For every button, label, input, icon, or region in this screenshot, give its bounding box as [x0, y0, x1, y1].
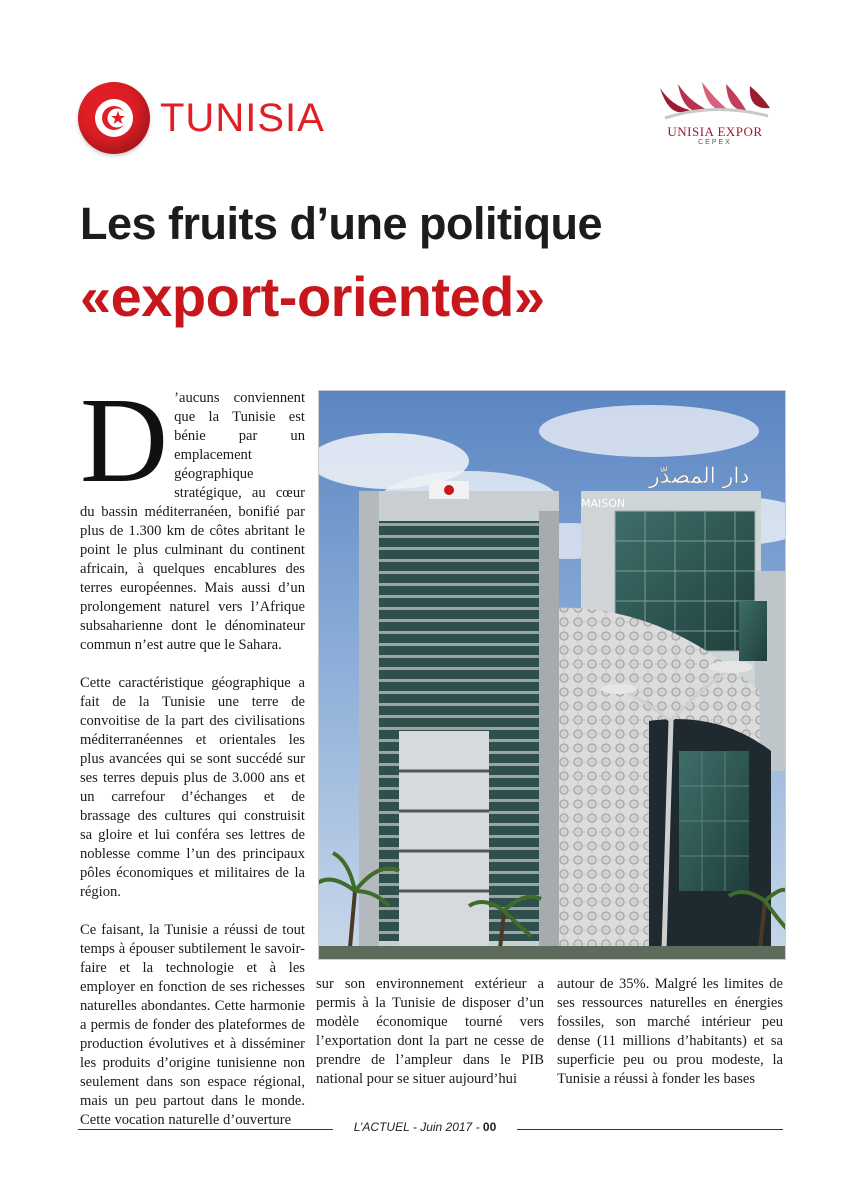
article-column-3: autour de 35%. Malgré les limites de ses ressources naturelles en énergies fossiles, son marché intérieur peu dense (11 millions d’habitants) et sa superficie peu ou prou modeste, la Tunisie a réussi à fonder les bases — [557, 976, 783, 1087]
building-photo — [318, 390, 786, 960]
footer-publication — [340, 1120, 510, 1134]
paragraph-1-text: ’aucuns conviennent que la Tunisie est bénie par un emplacement géographique stratégique, au cœur du bassin méditerranéen, bonifié par plus de 1.300 km de côtes abritant le point le plus culminant du continent africain, à quelques encablures des terres européennes. Mais aussi d’un prolongement naturel vers l’Afrique subsaharienne dont le dénominateur commun n’est autre que le Sahara. — [80, 390, 305, 653]
tunisia-flag-icon — [78, 82, 150, 154]
country-name: TUNISIA — [160, 95, 325, 140]
partner-logo-name: UNISIA EXPOR — [667, 124, 763, 139]
footer-divider-right — [517, 1129, 783, 1130]
article-column-1 — [80, 373, 305, 1149]
building-sign-latin: MAISON — [581, 497, 626, 510]
tunisia-export-logo — [645, 80, 785, 160]
article-title-line2: «export-oriented» — [80, 265, 545, 328]
partner-logo-sub: CEPEX — [698, 139, 732, 146]
paragraph-3: Ce faisant, la Tunisie a réussi de tout temps à épouser subtilement le savoir-faire et la technologie et à les employer en fonction de ses richesses naturelles abondantes. Cette harmonie a permis de fonder des plateformes de production évolutives et à disséminer les produits d’origine tunisienne non seulement dans son espace régional, mais un peu partout dans le monde. Cette vocation naturelle d’ouverture — [80, 922, 305, 1128]
article-column-2: sur son environnement extérieur a permis à la Tunisie de disposer d’un modèle économique tourné vers l’exportation dont la part ne cesse de prendre de l’ampleur dans le PIB national pour se situer aujourd’hui — [316, 976, 544, 1087]
page-number: 00 — [482, 1120, 497, 1134]
dropcap: D — [80, 373, 169, 508]
paragraph-2: Cette caractéristique géographique a fait de la Tunisie une terre de convoitise de la part des civilisations méditerranéennes et orientales les plus avancées qui se sont succédé sur ses terres depuis plus de 3.000 ans et un carrefour d’échanges et de brassage des cultures qui construisit sa gloire et lui conféra ses lettres de noblesse comme l’un des principaux pôles économiques et militaires de la région. — [80, 675, 305, 900]
fan-logo-icon — [650, 80, 780, 126]
paragraph-1 — [80, 373, 305, 655]
footer-divider-left — [78, 1129, 333, 1130]
article-title-line1: Les fruits d’une politique — [80, 198, 603, 249]
building-sign-arabic: دار المصدّر — [649, 464, 750, 489]
footer-publication-text: L’ACTUEL - Juin 2017 - — [353, 1120, 483, 1134]
tunisia-logo — [78, 82, 325, 154]
